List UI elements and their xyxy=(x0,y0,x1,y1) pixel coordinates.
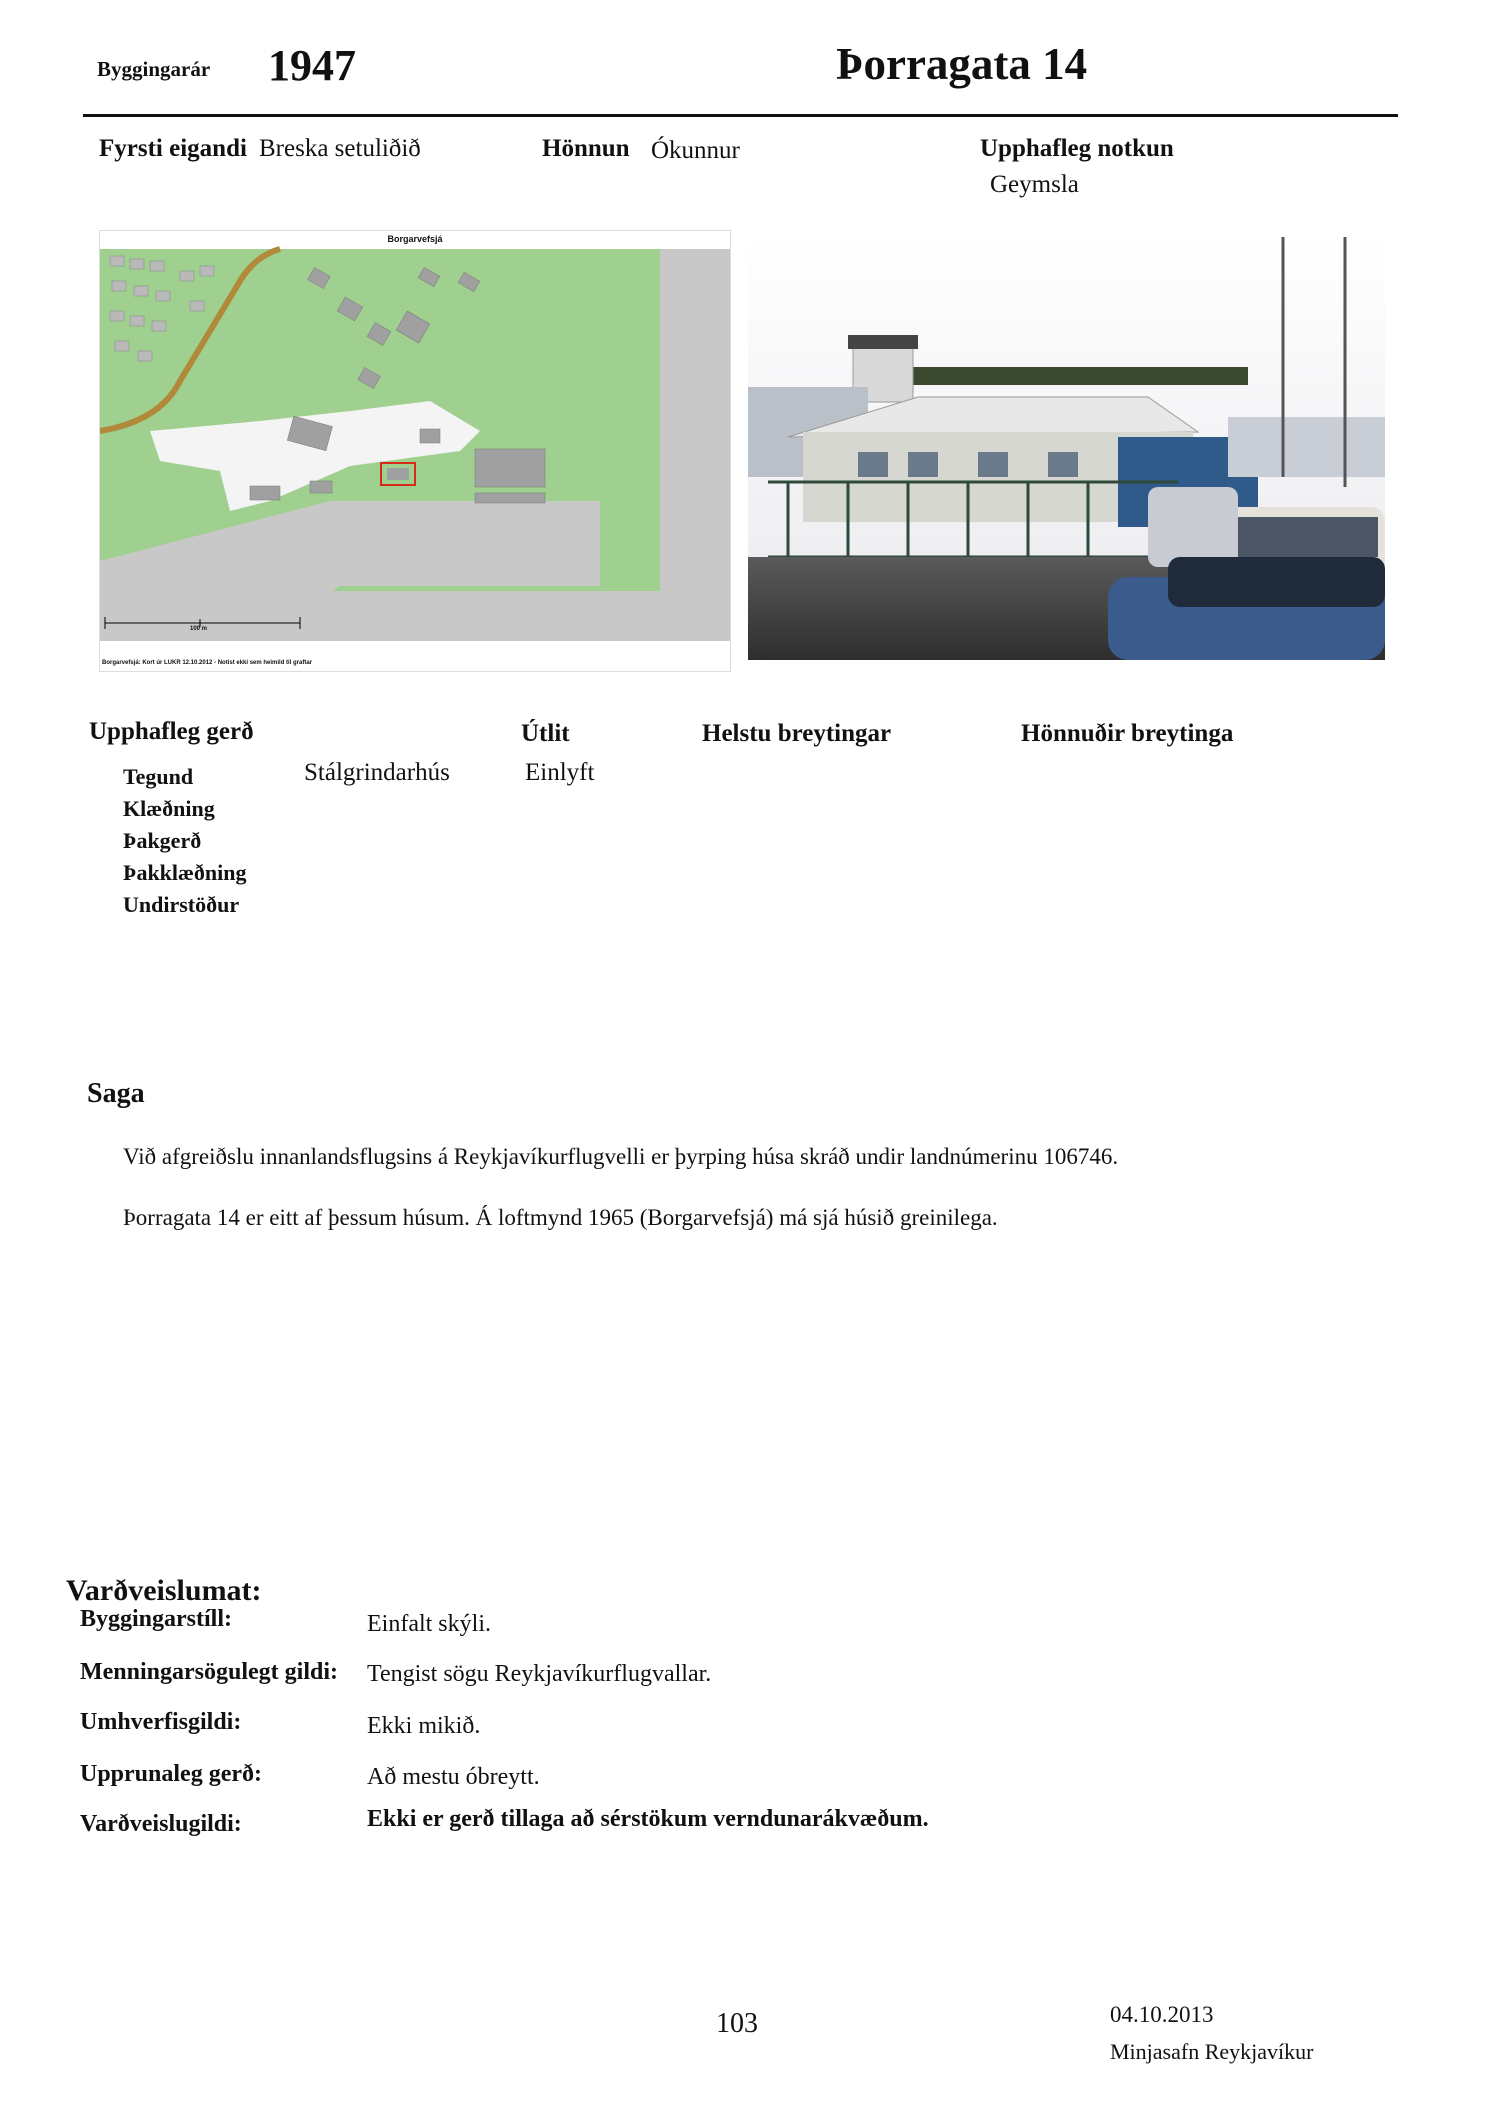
preservation-value-label: Varðveislugildi: xyxy=(80,1811,242,1837)
build-year: 1947 xyxy=(268,41,356,90)
use-label: Upphafleg notkun xyxy=(980,135,1174,162)
cultural-value: Tengist sögu Reykjavíkurflugvallar. xyxy=(367,1661,712,1687)
map-graphic xyxy=(100,231,730,671)
footer-date: 04.10.2013 xyxy=(1110,2002,1214,2027)
changes-heading: Helstu breytingar xyxy=(702,720,892,747)
footer-organization: Minjasafn Reykjavíkur xyxy=(1110,2039,1314,2064)
style-label: Byggingarstíll: xyxy=(80,1606,233,1632)
tree-line xyxy=(868,367,1248,385)
cultural-value-label: Menningarsögulegt gildi: xyxy=(80,1659,339,1685)
appearance-value: Einlyft xyxy=(525,759,595,786)
preservation-value: Ekki er gerð tillaga að sérstökum verndunarákvæðum. xyxy=(367,1806,929,1832)
property-foundation-label: Undirstöður xyxy=(123,892,240,917)
original-type-heading: Upphafleg gerð xyxy=(89,718,254,745)
property-type-label: Tegund xyxy=(123,764,194,789)
appearance-heading: Útlit xyxy=(521,720,570,747)
saga-paragraph-1: Við afgreiðslu innanlandsflugsins á Reykjavíkurflugvelli er þyrping húsa skráð undir landnúmerinu 106746. xyxy=(123,1144,1119,1169)
runway-vertical xyxy=(660,249,730,641)
original-form-label: Upprunaleg gerð: xyxy=(80,1761,262,1787)
site-map xyxy=(99,230,731,672)
use-value: Geymsla xyxy=(990,171,1079,198)
highlighted-building xyxy=(387,468,409,480)
property-list xyxy=(123,761,247,921)
map-caption: Borgarvefsjá: Kort úr LUKR 12.10.2012 - Notist ekki sem heimild til graftar xyxy=(102,660,313,666)
type-value: Stálgrindarhús xyxy=(304,759,450,786)
owner-label: Fyrsti eigandi xyxy=(99,135,247,162)
year-label: Byggingarár xyxy=(97,57,211,81)
preservation-heading: Varðveislumat: xyxy=(66,1574,262,1607)
map-title: Borgarvefsjá xyxy=(387,234,443,244)
header-divider xyxy=(83,114,1398,117)
apron xyxy=(200,591,670,641)
page-number: 103 xyxy=(716,2008,758,2039)
page-title: Þorragata 14 xyxy=(836,39,1088,89)
photo-graphic xyxy=(748,237,1385,660)
building-photo xyxy=(748,237,1385,660)
property-roof-cladding-label: Þakklæðning xyxy=(123,860,247,885)
environment-value: Ekki mikið. xyxy=(367,1713,481,1739)
design-label: Hönnun xyxy=(542,135,630,162)
saga-heading: Saga xyxy=(87,1078,145,1109)
change-designers-heading: Hönnuðir breytinga xyxy=(1021,720,1234,747)
original-form-value: Að mestu óbreytt. xyxy=(367,1764,540,1790)
saga-paragraph-2: Þorragata 14 er eitt af þessum húsum. Á loftmynd 1965 (Borgarvefsjá) má sjá húsið greinilega. xyxy=(123,1205,998,1230)
scale-label: 100 m xyxy=(190,626,208,632)
property-roof-type-label: Þakgerð xyxy=(123,828,202,853)
property-cladding-label: Klæðning xyxy=(123,796,215,821)
style-value: Einfalt skýli. xyxy=(367,1611,491,1637)
environment-label: Umhverfisgildi: xyxy=(80,1709,242,1735)
owner-value: Breska setuliðið xyxy=(259,135,421,162)
design-value: Ókunnur xyxy=(651,137,740,164)
